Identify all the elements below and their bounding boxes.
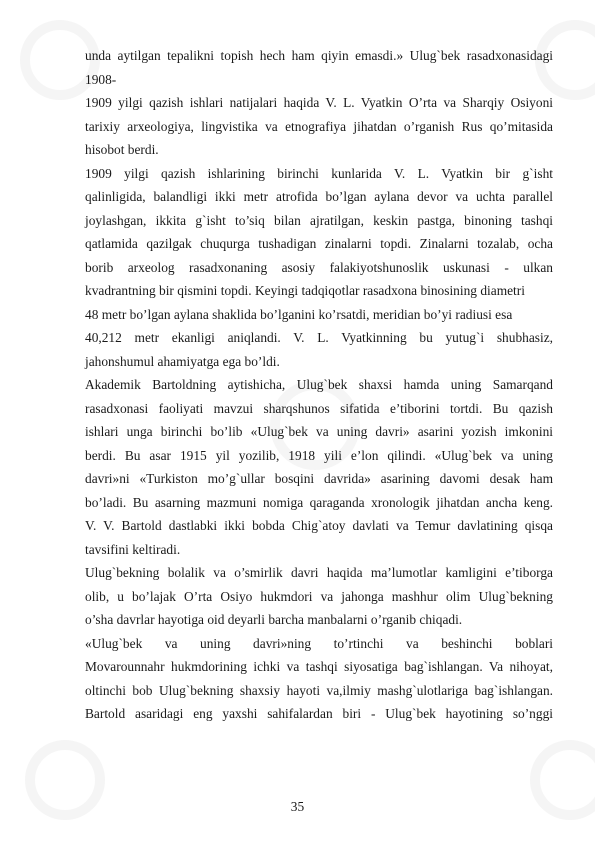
text-line: qatlamida qazilgak chuqurga tushadigan zinalarni topdi. Zinalarni tozalab, ocha: [85, 236, 553, 251]
text-line: 48 metr bo’lgan aylana shaklida bo’lganini ko’rsatdi, meridian bo’yi radiusi esa: [85, 306, 513, 322]
text-line: tarixiy arxeologiya, lingvistika va etnografiya jihatdan o’rganish Rus qo’mitasida: [85, 118, 553, 134]
text-line: 1909 yilgi qazish ishlari natijalari haqida V. L. Vyatkin O’rta va Sharqiy Osiyoni: [85, 95, 553, 110]
text-line: davri»ni «Turkiston mo’g`ullar bosqini davrida» asarining davomi desak ham: [85, 471, 553, 486]
text-line: hisobot berdi.: [85, 142, 159, 157]
text-line: qalinligida, balandligi ikki metr atrofida bo’lgan aylana devor va uchta parallel: [85, 189, 553, 204]
text-line: unda aytilgan tepalikni topish hech ham qiyin emasdi.» Ulug`bek rasadxonasidagi: [85, 48, 553, 63]
text-line: tavsifini keltiradi.: [85, 541, 181, 557]
text-line: kvadrantning bir qismini topdi. Keyingi tadqiqotlar rasadxona binosining diametri: [85, 283, 525, 298]
text-line: ishlari unga birinchi bo’lib «Ulug`bek va uning davri» asarini yozish imkonini: [85, 424, 553, 439]
text-line: V. V. Bartold dastlabki ikki bobda Chig`atoy davlati va Temur davlatining qisqa: [85, 518, 553, 533]
text-line: rasadxonasi faoliyati mavzui sharqshunos sifatida e’tiborini tortdi. Bu qazish: [85, 400, 553, 416]
text-line: 1909 yilgi qazish ishlarining birinchi kunlarida V. L. Vyatkin bir g`isht: [85, 165, 553, 181]
text-line: oltinchi bob Ulug`bekning shaxsiy hayoti va,ilmiy mashg`ulotlariga bag`ishlangan.: [85, 682, 553, 698]
text-line: Akademik Bartoldning aytishicha, Ulug`bek shaxsi hamda uning Samarqand: [85, 377, 553, 392]
text-line: olib, u bo’lajak O’rta Osiyo hukmdori va jahonga mashhur olim Ulug`bekning: [85, 588, 553, 604]
text-line: joylashgan, ikkita g`isht to’siq bilan ajratilgan, keskin pastga, binoning tashqi: [85, 212, 553, 228]
page-number: 35: [290, 799, 305, 814]
text-line: Movarounnahr hukmdorining ichki va tashqi siyosatiga bag`ishlangan. Va nihoyat,: [85, 659, 553, 674]
text-line: berdi. Bu asar 1915 yil yozilib, 1918 yili e’lon qilindi. «Ulug`bek va uning: [85, 447, 553, 463]
text-line: jahonshumul ahamiyatga ega bo’ldi.: [85, 353, 280, 369]
text-line: 1908-: [85, 71, 117, 87]
text-line: 40,212 metr ekanligi aniqlandi. V. L. Vyatkinning bu yutug`i shubhasiz,: [85, 330, 553, 345]
text-line: bo’ladi. Bu asarning mazmuni nomiga qaraganda xronologik jihatdan ancha keng.: [85, 494, 553, 510]
text-line: borib arxeolog rasadxonaning asosiy falakiyotshunoslik uskunasi - ulkan: [85, 259, 553, 275]
text-line: «Ulug`bek va uning davri»ning to’rtinchi va beshinchi boblari: [85, 635, 553, 651]
text-line: Bartold asaridagi eng yaxshi sahifalardan biri - Ulug`bek hayotining so’nggi: [85, 706, 553, 721]
text-line: Ulug`bekning bolalik va o’smirlik davri haqida ma’lumotlar kamligini e’tiborga: [85, 565, 553, 580]
text-line: o’sha davrlar hayotiga oid deyarli barcha manbalarni o’rganib chiqadi.: [85, 612, 463, 627]
